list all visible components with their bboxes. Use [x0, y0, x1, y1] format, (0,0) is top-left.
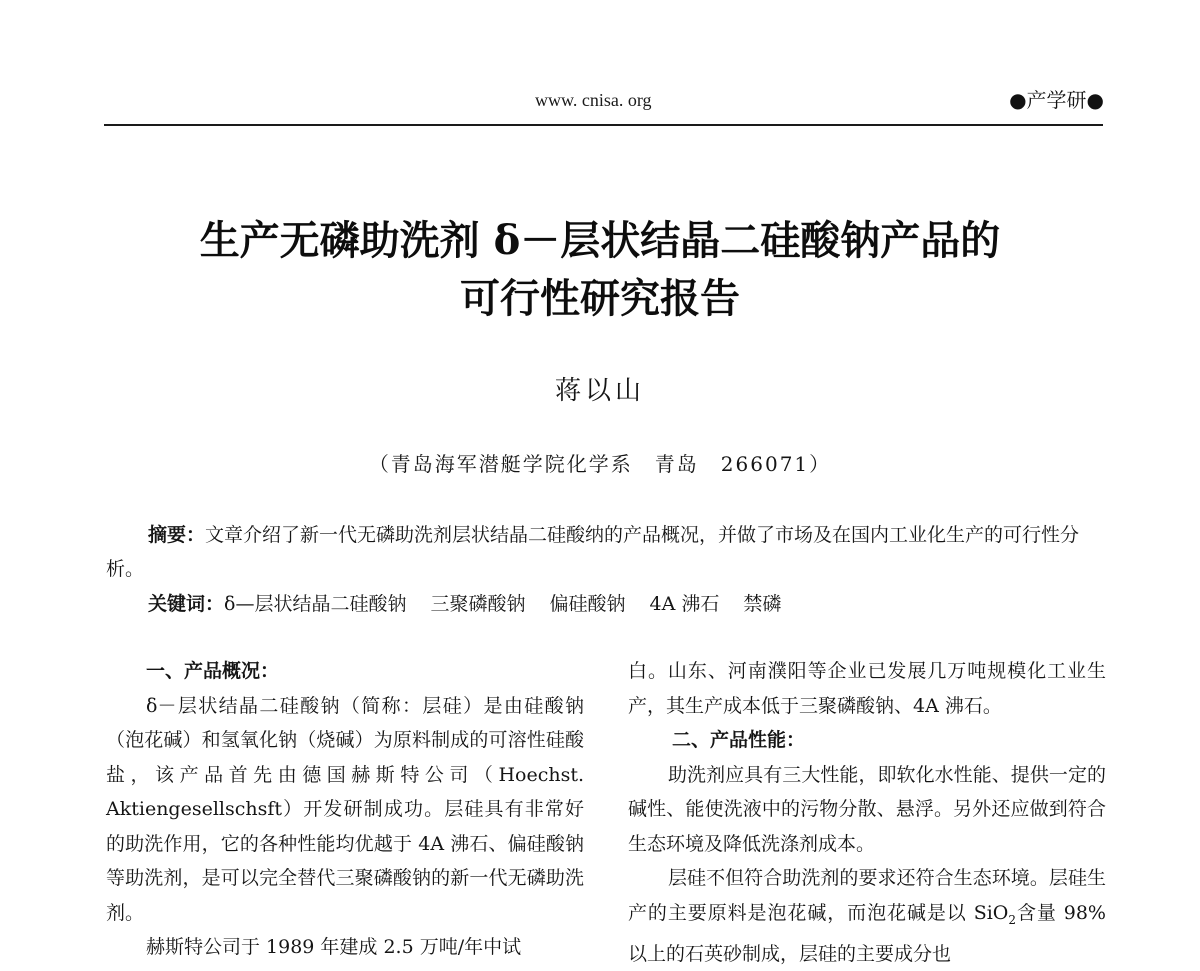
title-line-1: 生产无磷助洗剂 δ－层状结晶二硅酸钠产品的 [199, 217, 1001, 264]
keyword-item: 偏硅酸钠 [549, 593, 626, 615]
paragraph-continued: 白。山东、河南濮阳等企业已发展几万吨规模化工业生产，其生产成本低于三聚磷酸钠、4A 沸石。 [628, 660, 1106, 717]
abstract [106, 518, 1106, 586]
author-affiliation: （青岛海军潜艇学院化学系 青岛 266071） [368, 452, 832, 476]
keyword-item: 三聚磷酸钠 [430, 593, 526, 615]
right-column [628, 654, 1106, 965]
title-line-2: 可行性研究报告 [460, 275, 740, 322]
article-title [100, 212, 1100, 328]
section-heading-performance: 二、产品性能： [672, 729, 806, 751]
paragraph-ecology-text-a: 层硅不但符合助洗剂的要求还符合生态环境。层硅生产的主要原料是泡花碱，而泡花碱是以 SiO [628, 867, 1106, 924]
keywords-label: 关键词： [148, 593, 225, 615]
paragraph-ecology [628, 861, 1106, 971]
header-rule [104, 124, 1103, 126]
paragraph-hoechst: 赫斯特公司于 1989 年建成 2.5 万吨/年中试 [146, 936, 522, 958]
section-heading-overview: 一、产品概况： [146, 660, 280, 682]
keyword-item: 禁磷 [743, 593, 782, 615]
left-column [106, 654, 584, 958]
paragraph-overview: δ－层状结晶二硅酸钠（简称：层硅）是由硅酸钠（泡花碱）和氢氧化钠（烧碱）为原料制成的可溶性硅酸盐，该产品首先由德国赫斯特公司（Hoechst. Aktiengesellschsft）开发研制成功。层硅具有非常好的助洗作用，它的各种性能均优越于 4A 沸石、偏硅酸钠等助洗剂，是可以完全替代三聚磷酸钠的新一代无磷助洗剂。 [106, 694, 584, 924]
paragraph-performance: 助洗剂应具有三大性能，即软化水性能、提供一定的碱性、能使洗液中的污物分散、悬浮。另外还应做到符合生态环境及降低洗涤剂成本。 [628, 763, 1106, 855]
keywords [148, 588, 1108, 620]
paragraph-ecology-text-b: 含量 98% 以上的石英砂制成，层硅的主要成分也 [628, 901, 1106, 965]
abstract-text: 文章介绍了新一代无磷助洗剂层状结晶二硅酸纳的产品概况，并做了市场及在国内工业化生产的可行性分析。 [106, 524, 1080, 580]
subscript: 2 [1008, 912, 1017, 927]
author-name: 蒋以山 [554, 376, 645, 406]
header-site-url: www. cnisa. org [535, 90, 652, 110]
keyword-item: δ—层状结晶二硅酸钠 [224, 593, 407, 615]
keyword-item: 4A 沸石 [649, 593, 720, 615]
header-section-label: ●产学研● [1009, 88, 1104, 112]
abstract-label: 摘要： [148, 524, 206, 546]
